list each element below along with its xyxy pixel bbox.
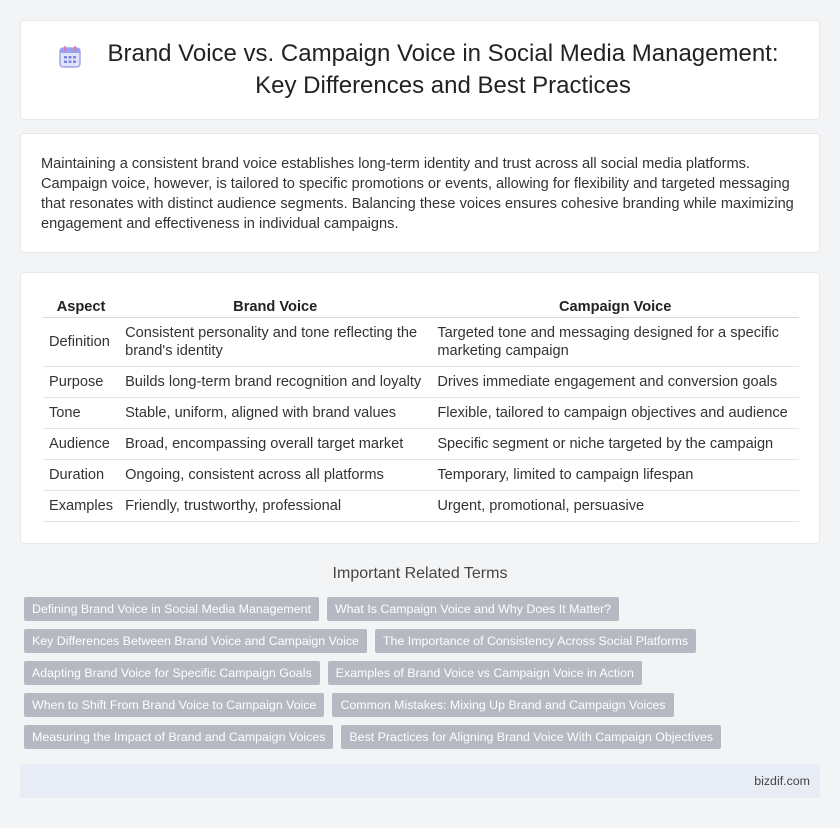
header-brand-voice: Brand Voice: [119, 295, 431, 318]
row-aspect: Tone: [43, 398, 119, 429]
row-brand-voice: Broad, encompassing overall target market: [119, 429, 431, 460]
row-brand-voice: Ongoing, consistent across all platforms: [119, 460, 431, 491]
related-term-link[interactable]: Best Practices for Aligning Brand Voice With Campaign Objectives: [341, 725, 721, 749]
row-aspect: Examples: [43, 491, 119, 522]
table-row: [43, 460, 799, 491]
table-row: [43, 318, 799, 367]
intro-card: [20, 133, 820, 253]
related-term-link[interactable]: Common Mistakes: Mixing Up Brand and Campaign Voices: [332, 693, 673, 717]
related-term-link[interactable]: The Importance of Consistency Across Social Platforms: [375, 629, 696, 653]
related-term-link[interactable]: Examples of Brand Voice vs Campaign Voice in Action: [328, 661, 642, 685]
table-row: [43, 398, 799, 429]
calendar-icon: [57, 44, 83, 70]
related-terms-list: [24, 597, 824, 757]
comparison-card: [20, 272, 820, 544]
related-term-link[interactable]: Measuring the Impact of Brand and Campaign Voices: [24, 725, 333, 749]
comparison-table: [43, 295, 799, 522]
related-terms-heading: Important Related Terms: [332, 565, 508, 582]
page-title: Brand Voice vs. Campaign Voice in Social Media Management: Key Differences and Best Practices: [107, 40, 779, 99]
row-brand-voice: Friendly, trustworthy, professional: [119, 491, 431, 522]
related-term-link[interactable]: When to Shift From Brand Voice to Campaign Voice: [24, 693, 324, 717]
header-aspect: Aspect: [43, 295, 119, 318]
related-term-link[interactable]: Key Differences Between Brand Voice and Campaign Voice: [24, 629, 367, 653]
row-campaign-voice: Temporary, limited to campaign lifespan: [431, 460, 799, 491]
tag-row: [24, 693, 824, 717]
footer: [20, 764, 820, 798]
row-brand-voice: Consistent personality and tone reflecting the brand's identity: [119, 318, 431, 367]
title-card: [20, 20, 820, 120]
related-term-link[interactable]: Adapting Brand Voice for Specific Campaign Goals: [24, 661, 320, 685]
tag-row: [24, 725, 824, 749]
row-aspect: Audience: [43, 429, 119, 460]
row-campaign-voice: Urgent, promotional, persuasive: [431, 491, 799, 522]
row-aspect: Purpose: [43, 367, 119, 398]
intro-paragraph: Maintaining a consistent brand voice establishes long-term identity and trust across all social media platforms. Campaign voice, however, is tailored to specific promotions or events, allowing for flexibility and targeted messaging that resonates with distinct audience segments. Balancing these voices ensures cohesive branding while maximizing engagement and effectiveness in individual campaigns.: [41, 156, 794, 232]
row-brand-voice: Builds long-term brand recognition and loyalty: [119, 367, 431, 398]
table-row: [43, 491, 799, 522]
header-campaign-voice: Campaign Voice: [431, 295, 799, 318]
table-header-row: [43, 295, 799, 318]
row-campaign-voice: Specific segment or niche targeted by the campaign: [431, 429, 799, 460]
related-term-link[interactable]: Defining Brand Voice in Social Media Management: [24, 597, 319, 621]
site-name[interactable]: bizdif.com: [754, 774, 810, 788]
row-campaign-voice: Targeted tone and messaging designed for a specific marketing campaign: [431, 318, 799, 367]
row-campaign-voice: Drives immediate engagement and conversion goals: [431, 367, 799, 398]
related-term-link[interactable]: What Is Campaign Voice and Why Does It Matter?: [327, 597, 619, 621]
row-campaign-voice: Flexible, tailored to campaign objectives and audience: [431, 398, 799, 429]
tag-row: [24, 629, 824, 653]
tag-row: [24, 661, 824, 685]
row-aspect: Definition: [43, 318, 119, 367]
tag-row: [24, 597, 824, 621]
row-brand-voice: Stable, uniform, aligned with brand values: [119, 398, 431, 429]
table-row: [43, 367, 799, 398]
row-aspect: Duration: [43, 460, 119, 491]
table-row: [43, 429, 799, 460]
